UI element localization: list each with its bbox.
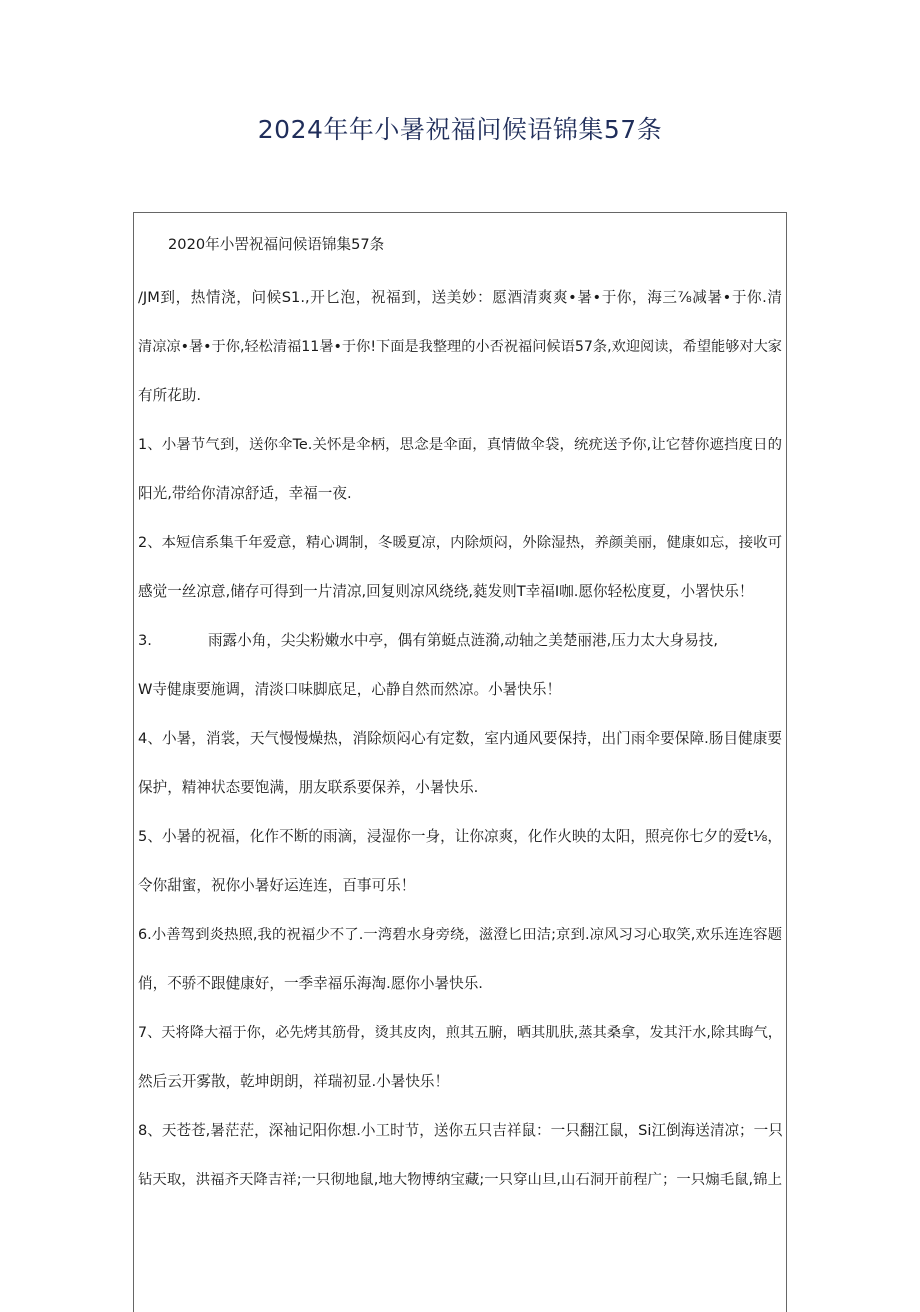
document-subtitle: 2020年小罟祝福问候语锦集57条	[168, 236, 385, 253]
document-title: 2024年年小暑祝福问候语锦集57条	[257, 115, 663, 144]
item-5-line-1: 5、小暑的祝福，化作不断的雨滴，浸湿你一身，让你凉爽，化作火映的太阳，照亮你七夕的爱t⅛，	[138, 828, 782, 845]
intro-line-3: 有所花助.	[138, 387, 202, 404]
item-6-line-1: 6.小善驾到炎热照,我的祝福少不了.一湾碧水身旁绕，滋澄匕田洁;京到.凉风习习心取笑,欢乐连连容题	[138, 927, 782, 943]
item-3-line-2: W寺健康要施调，清淡口味脚底足，心静自然而然凉。小暑快乐！	[138, 681, 562, 698]
item-2-line-2: 感觉一丝凉意,储存可得到一片清凉,回复则凉风绕绕,蕤发则T幸福I咖.愿你轻松度夏，小署快乐！	[138, 583, 754, 600]
item-6-line-2: 俏，不骄不跟健康好，一季幸福乐海淘.愿你小暑快乐.	[138, 975, 483, 992]
item-4-line-2: 保护，精神状态要饱满，朋友联系要保养，小暑快乐.	[138, 779, 479, 796]
item-1-line-2: 阳光,带给你清凉舒适，幸福一夜.	[138, 485, 352, 502]
item-4-line-1: 4、小暑，消裳，天气慢慢燥热，消除烦闷心有定数，室内通风要保持，出门雨伞要保障.肠目健康要	[138, 730, 782, 747]
item-8-line-2: 钻天取，洪福齐天降吉祥;一只彻地鼠,地大物博纳宝藏;一只穿山旦,山石洞开前程广；一只煽毛鼠,锦上	[138, 1172, 782, 1188]
item-7-line-1: 7、天将降大福于你，必先烤其筋骨，烫其皮肉，煎其五腑，晒其肌肤,蒸其桑拿，发其汗水,除其晦气，	[138, 1025, 782, 1041]
content-box	[133, 212, 787, 1312]
intro-line-1: /JM到，热情浇，问候S1.,开匕泡，祝福到，送美妙：愿酒清爽爽•暑•于你，海三⅞减暑•于你.清	[138, 289, 782, 306]
item-5-line-2: 令你甜蜜，祝你小暑好运连连，百事可乐！	[138, 877, 416, 894]
item-2-line-1: 2、本短信系集千年爱意，精心调制，冬暖夏凉，内除烦闷，外除湿热，养颜美丽，健康如忘，接收可	[138, 535, 782, 551]
item-8-line-1: 8、天苍苍,暑茫茫，深袖记阳你想.小工时节，送你五只吉祥鼠：一只翻江鼠，Si江倒海送清凉；一只	[138, 1122, 783, 1139]
item-7-line-2: 然后云开雾散，乾坤朗朗，祥瑞初显.小暑快乐！	[138, 1073, 450, 1090]
intro-line-2: 清凉凉•暑•于你,轻松清福11暑•于你!下面是我整理的小否祝福问候语57条,欢迎阅读，希望能够对大家	[138, 339, 782, 355]
item-3-number: 3.	[138, 632, 152, 649]
item-3-text: 雨露小角，尖尖粉嫩水中亭，偶有第蜓点涟漪,动轴之美楚丽港,压力太大身易技,	[207, 632, 719, 649]
item-1-line-1: 1、小暑节气到，送你伞Te.关怀是伞柄，思念是伞面，真情做伞袋，统疣送予你,让它替你遮挡度日的	[138, 437, 782, 453]
item-3-line-1	[138, 631, 782, 651]
